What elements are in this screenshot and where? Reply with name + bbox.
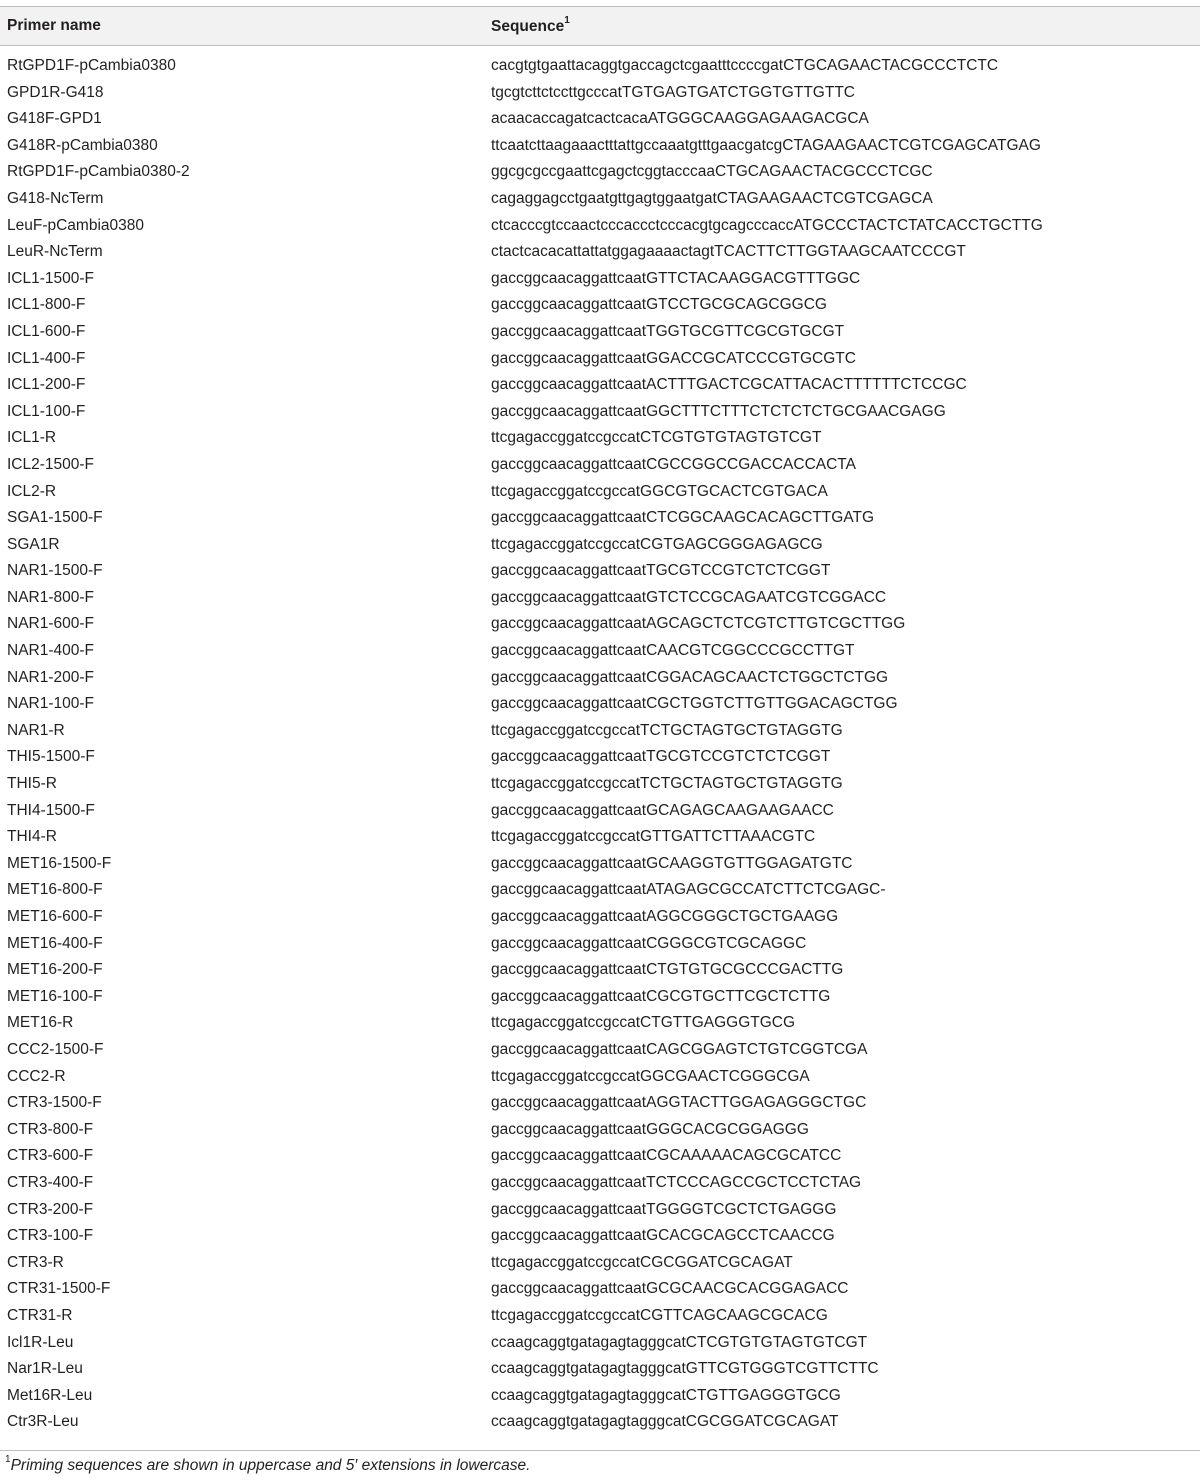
primer-name-cell: SGA1-1500-F [7,509,103,527]
table-row [0,1250,1200,1277]
primer-name-cell: CTR31-R [7,1306,73,1324]
table-row [0,1037,1200,1064]
sequence-cell: gaccggcaacaggattcaatTCTCCCAGCCGCTCCTCTAG [491,1173,862,1191]
table-row [0,851,1200,878]
primer-name-cell: ICL1-200-F [7,376,86,394]
primer-name-cell: G418-NcTerm [7,189,104,207]
table-row [0,319,1200,346]
table-bottom-rule [0,1450,1200,1451]
sequence-cell: gaccggcaacaggattcaatGGACCGCATCCCGTGCGTC [491,349,856,367]
table-row [0,452,1200,479]
sequence-cell: ttcgagaccggatccgccatCGCGGATCGCAGAT [491,1253,793,1271]
table-row [0,1383,1200,1410]
primer-name-cell: NAR1-100-F [7,695,94,713]
table-row [0,1143,1200,1170]
footnote-text: Priming sequences are shown in uppercase and 5′ extensions in lowercase. [10,1457,531,1475]
sequence-cell: gaccggcaacaggattcaatCTCGGCAAGCACAGCTTGATG [491,509,875,527]
sequence-cell: gaccggcaacaggattcaatCGCCGGCCGACCACCACTA [491,455,856,473]
sequence-cell: gaccggcaacaggattcaatCAACGTCGGCCCGCCTTGT [491,642,855,660]
sequence-cell: gaccggcaacaggattcaatGTCCTGCGCAGCGGCG [491,296,827,314]
primer-name-cell: ICL1-R [7,429,57,447]
sequence-cell: ccaagcaggtgatagagtagggcatGTTCGTGGGTCGTTCTTC [491,1360,879,1378]
primer-name-cell: GPD1R-G418 [7,83,104,101]
table-row [0,1356,1200,1383]
table-row [0,611,1200,638]
table-row [0,1064,1200,1091]
primer-name-cell: G418R-pCambia0380 [7,136,158,154]
primer-name-cell: LeuF-pCambia0380 [7,216,145,234]
table-row [0,665,1200,692]
primer-name-cell: ICL1-1500-F [7,269,95,287]
primer-name-cell: RtGPD1F-pCambia0380-2 [7,163,190,181]
primer-name-cell: THI5-1500-F [7,748,95,766]
table-row [0,106,1200,133]
primer-name-cell: NAR1-R [7,721,65,739]
primer-name-cell: RtGPD1F-pCambia0380 [7,57,176,74]
table-row [0,292,1200,319]
sequence-cell: gaccggcaacaggattcaatGGCTTTCTTTCTCTCTCTGCGAACGAGG [491,402,946,420]
table-row [0,824,1200,851]
primer-name-cell: CCC2-R [7,1067,66,1085]
sequence-cell: gaccggcaacaggattcaatAGGCGGGCTGCTGAAGG [491,908,839,925]
primer-name-cell: SGA1R [7,535,60,553]
sequence-cell: ttcgagaccggatccgccatGGCGTGCACTCGTGACA [491,482,828,500]
table-row [0,1010,1200,1037]
sequence-cell: cagaggagcctgaatgttgagtggaatgatCTAGAAGAACTCGTCGAGCA [491,189,933,207]
table-row [0,1090,1200,1117]
primer-name-cell: MET16-100-F [7,987,103,1005]
sequence-cell: ttcgagaccggatccgccatCGTGAGCGGGAGAGCG [491,535,823,553]
table-row [0,1409,1200,1436]
primer-name-cell: CTR3-200-F [7,1200,94,1218]
primer-name-cell: NAR1-400-F [7,642,94,660]
table-row [0,771,1200,798]
table-row [0,80,1200,107]
sequence-cell: gaccggcaacaggattcaatTGCGTCCGTCTCTCGGT [491,748,831,766]
sequence-cell: ccaagcaggtgatagagtagggcatCTGTTGAGGGTGCG [491,1386,841,1404]
table-row [0,1330,1200,1357]
sequence-cell: gaccggcaacaggattcaatCGCGTGCTTCGCTCTTG [491,987,831,1005]
primer-name-cell: CTR3-800-F [7,1120,94,1138]
primer-name-cell: CTR3-100-F [7,1227,94,1245]
primer-name-cell: ICL1-800-F [7,296,86,314]
sequence-cell: gaccggcaacaggattcaatAGGTACTTGGAGAGGGCTGC [491,1094,867,1112]
sequence-cell: gaccggcaacaggattcaatGCGCAACGCACGGAGACC [491,1280,849,1298]
primer-name-cell: ICL1-400-F [7,349,86,367]
sequence-cell: ttcgagaccggatccgccatCTGTTGAGGGTGCG [491,1014,796,1032]
sequence-cell: cacgtgtgaattacaggtgaccagctcgaatttccccgatCTGCAGAACTACGCCCTCTC [491,57,999,74]
table-footnote [5,1456,530,1475]
sequence-cell: ttcgagaccggatccgccatGGCGAACTCGGGCGA [491,1067,810,1085]
table-row [0,505,1200,532]
header-sequence [491,17,570,36]
sequence-cell: ggcgcgccgaattcgagctcggtacccaaCTGCAGAACTACGCCCTCGC [491,163,933,181]
table-row [0,744,1200,771]
table-row [0,372,1200,399]
table-row [0,718,1200,745]
sequence-cell: ccaagcaggtgatagagtagggcatCGCGGATCGCAGAT [491,1413,839,1431]
sequence-cell: ttcgagaccggatccgccatCGTTCAGCAAGCGCACG [491,1306,828,1324]
table-row [0,1303,1200,1330]
sequence-cell: ttcaatcttaagaaactttattgccaaatgtttgaacgatcgCTAGAAGAACTCGTCGAGCATGAG [491,136,1041,154]
primer-name-cell: CTR31-1500-F [7,1280,111,1298]
sequence-cell: ttcgagaccggatccgccatCTCGTGTGTAGTGTCGT [491,429,822,447]
table-row [0,346,1200,373]
primer-name-cell: MET16-800-F [7,881,103,899]
table-row [0,239,1200,266]
sequence-cell: gaccggcaacaggattcaatATAGAGCGCCATCTTCTCGAGC- [491,881,886,899]
table-row [0,798,1200,825]
header-primer-name: Primer name [7,17,101,34]
sequence-cell: gaccggcaacaggattcaatCAGCGGAGTCTGTCGGTCGA [491,1040,868,1058]
primer-name-cell: ICL2-1500-F [7,455,95,473]
sequence-cell: ttcgagaccggatccgccatTCTGCTAGTGCTGTAGGTG [491,775,843,793]
table-row [0,1197,1200,1224]
table-row [0,984,1200,1011]
primer-name-cell: MET16-600-F [7,908,103,925]
primer-name-cell: NAR1-600-F [7,615,94,633]
primer-name-cell: MET16-400-F [7,934,103,952]
table-row [0,266,1200,293]
header-sequence-footnote-marker: 1 [564,15,570,26]
sequence-cell: gaccggcaacaggattcaatGGGCACGCGGAGGG [491,1120,809,1138]
sequence-cell: acaacaccagatcactcacaATGGGCAAGGAGAAGACGCA [491,110,869,128]
table-body [0,53,1200,1436]
footnote-marker: 1 [5,1454,11,1465]
table-row [0,53,1200,80]
table-row [0,479,1200,506]
sequence-cell: gaccggcaacaggattcaatGCACGCAGCCTCAACCG [491,1227,835,1245]
sequence-cell: gaccggcaacaggattcaatTGCGTCCGTCTCTCGGT [491,562,831,580]
primer-name-cell: MET16-R [7,1014,74,1032]
primer-name-cell: MET16-200-F [7,961,103,979]
sequence-cell: ctactcacacattattatggagaaaactagtTCACTTCTTGGTAAGCAATCCCGT [491,243,966,261]
primer-name-cell: MET16-1500-F [7,854,112,872]
primer-name-cell: THI5-R [7,775,57,793]
primer-name-cell: THI4-R [7,828,57,846]
sequence-cell: ttcgagaccggatccgccatGTTGATTCTTAAACGTC [491,828,816,846]
header-sequence-label: Sequence [491,18,565,36]
sequence-cell: gaccggcaacaggattcaatGCAAGGTGTTGGAGATGTC [491,854,853,872]
sequence-cell: gaccggcaacaggattcaatTGGGGTCGCTCTGAGGG [491,1200,837,1218]
table-row [0,1276,1200,1303]
table-row [0,585,1200,612]
sequence-cell: ccaagcaggtgatagagtagggcatCTCGTGTGTAGTGTCGT [491,1333,868,1351]
primer-name-cell: Ctr3R-Leu [7,1413,79,1431]
primer-name-cell: CTR3-400-F [7,1173,94,1191]
sequence-cell: ttcgagaccggatccgccatTCTGCTAGTGCTGTAGGTG [491,721,843,739]
primer-name-cell: CTR3-1500-F [7,1094,102,1112]
primer-name-cell: Met16R-Leu [7,1386,93,1404]
sequence-cell: gaccggcaacaggattcaatTGGTGCGTTCGCGTGCGT [491,322,845,340]
sequence-cell: gaccggcaacaggattcaatCGCTGGTCTTGTTGGACAGCTGG [491,695,898,713]
sequence-cell: gaccggcaacaggattcaatCGGGCGTCGCAGGC [491,934,807,952]
table-row [0,1223,1200,1250]
sequence-cell: gaccggcaacaggattcaatAGCAGCTCTCGTCTTGTCGCTTGG [491,615,906,633]
sequence-cell: ctcacccgtccaactcccaccctcccacgtgcagcccaccATGCCCTACTCTATCACCTGCTTG [491,216,1043,234]
table-row [0,904,1200,931]
table-row [0,957,1200,984]
table-row [0,399,1200,426]
table-row [0,1170,1200,1197]
sequence-cell: gaccggcaacaggattcaatACTTTGACTCGCATTACACTTTTTTCTCCGC [491,376,967,394]
primer-name-cell: THI4-1500-F [7,801,95,819]
sequence-cell: tgcgtcttctccttgcccatTGTGAGTGATCTGGTGTTGTTC [491,83,855,101]
primer-name-cell: Icl1R-Leu [7,1333,74,1351]
primer-name-cell: NAR1-1500-F [7,562,103,580]
primer-name-cell: ICL1-100-F [7,402,86,420]
table-row [0,213,1200,240]
primer-name-cell: CTR3-R [7,1253,64,1271]
table-row [0,877,1200,904]
primer-name-cell: ICL2-R [7,482,57,500]
sequence-cell: gaccggcaacaggattcaatCTGTGTGCGCCCGACTTG [491,961,844,979]
primer-name-cell: CCC2-1500-F [7,1040,104,1058]
sequence-cell: gaccggcaacaggattcaatCGGACAGCAACTCTGGCTCTGG [491,668,889,686]
primer-name-cell: ICL1-600-F [7,322,86,340]
primer-name-cell: Nar1R-Leu [7,1360,83,1378]
table-row [0,638,1200,665]
primer-name-cell: NAR1-800-F [7,588,94,606]
table-row [0,931,1200,958]
primer-name-cell: LeuR-NcTerm [7,243,103,261]
table-row [0,159,1200,186]
primer-name-cell: NAR1-200-F [7,668,94,686]
table-row [0,133,1200,160]
table-row [0,691,1200,718]
table-row [0,425,1200,452]
primer-name-cell: G418F-GPD1 [7,110,102,128]
table-row [0,558,1200,585]
table-row [0,1117,1200,1144]
sequence-cell: gaccggcaacaggattcaatGTCTCCGCAGAATCGTCGGACC [491,588,887,606]
table-row [0,532,1200,559]
sequence-cell: gaccggcaacaggattcaatGCAGAGCAAGAAGAACC [491,801,834,819]
sequence-cell: gaccggcaacaggattcaatCGCAAAAACAGCGCATCC [491,1147,842,1165]
primer-name-cell: CTR3-600-F [7,1147,94,1165]
table-row [0,186,1200,213]
table-header-row [0,7,1200,46]
sequence-cell: gaccggcaacaggattcaatGTTCTACAAGGACGTTTGGC [491,269,861,287]
